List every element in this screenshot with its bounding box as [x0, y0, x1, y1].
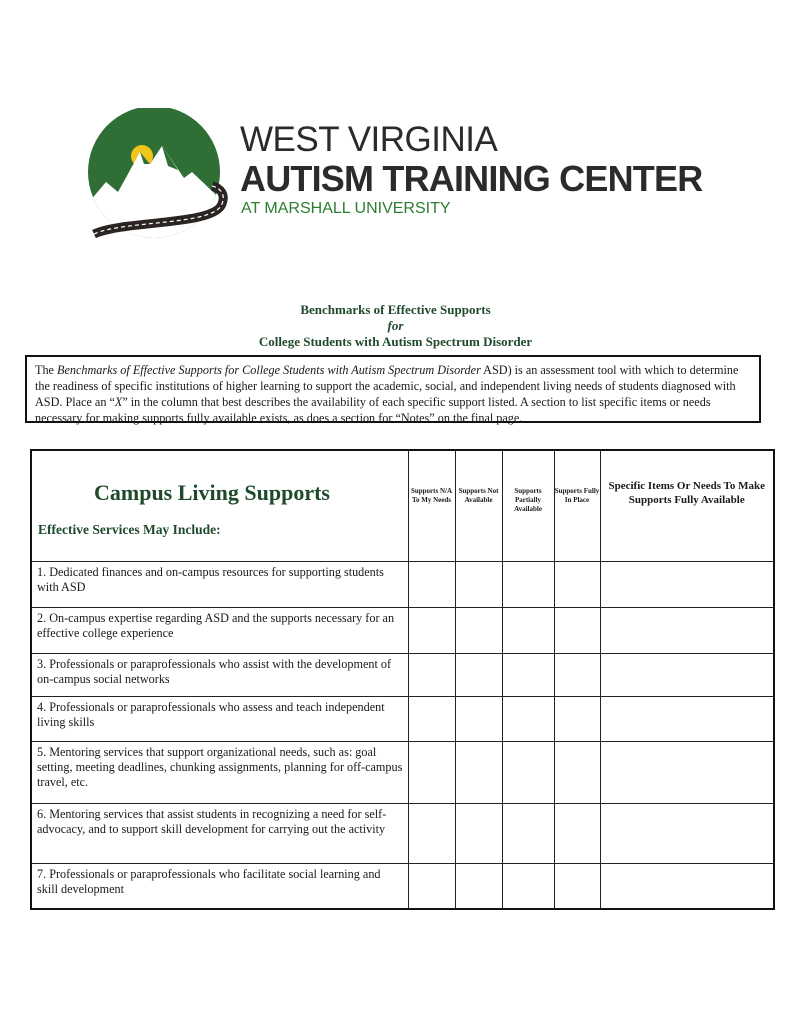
column-header-na: Supports N/A To My Needs	[408, 450, 455, 561]
checkbox-cell-na[interactable]	[408, 561, 455, 607]
checkbox-cell-partially[interactable]	[502, 803, 554, 863]
section-title: Campus Living Supports	[94, 480, 330, 505]
checkbox-cell-na[interactable]	[408, 653, 455, 696]
checkbox-cell-fully[interactable]	[554, 741, 600, 803]
table-row	[31, 653, 774, 696]
intro-italic-title: Benchmarks of Effective Supports for College Students with Autism Spectrum Disorder	[57, 363, 481, 377]
checkbox-cell-fully[interactable]	[554, 863, 600, 909]
logo-line-center: AUTISM TRAINING CENTER	[240, 158, 703, 199]
table-row	[31, 607, 774, 653]
logo	[84, 108, 744, 238]
checkbox-cell-na[interactable]	[408, 696, 455, 741]
notes-cell[interactable]	[600, 607, 774, 653]
checkbox-cell-partially[interactable]	[502, 607, 554, 653]
table-row	[31, 803, 774, 863]
intro-prefix: The	[35, 363, 57, 377]
checkbox-cell-partially[interactable]	[502, 741, 554, 803]
row-item-label: 5. Mentoring services that support organizational needs, such as: goal setting, meeting deadlines, chunking assignments, planning for off-campus travel, etc.	[31, 741, 408, 803]
checkbox-cell-partially[interactable]	[502, 696, 554, 741]
column-header-partially: Supports Partially Available	[502, 450, 554, 561]
intro-text-2: ” in the column that best describes the availability of each specific support listed. A section to list specific items or needs necessary for making supports fully available exists, as does a section for “Notes” on the final page.	[35, 395, 711, 425]
checkbox-cell-fully[interactable]	[554, 561, 600, 607]
section-subtitle: Effective Services May Include:	[38, 522, 221, 537]
table-row	[31, 741, 774, 803]
intro-x: X	[114, 395, 123, 409]
supports-table	[30, 449, 775, 910]
checkbox-cell-not-available[interactable]	[455, 653, 502, 696]
logo-line-university: AT MARSHALL UNIVERSITY	[241, 200, 451, 217]
document-title	[0, 302, 791, 350]
table-row	[31, 696, 774, 741]
mountain-logo-icon	[84, 108, 234, 238]
title-line-3: College Students with Autism Spectrum Disorder	[258, 334, 533, 349]
title-line-1: Benchmarks of Effective Supports	[300, 302, 491, 317]
notes-cell[interactable]	[600, 803, 774, 863]
checkbox-cell-partially[interactable]	[502, 863, 554, 909]
logo-line-west-virginia: WEST VIRGINIA	[240, 120, 498, 159]
column-header-not-available: Supports Not Available	[455, 450, 502, 561]
checkbox-cell-partially[interactable]	[502, 653, 554, 696]
checkbox-cell-na[interactable]	[408, 803, 455, 863]
checkbox-cell-na[interactable]	[408, 741, 455, 803]
row-item-label: 4. Professionals or paraprofessionals who assess and teach independent living skills	[31, 696, 408, 741]
checkbox-cell-not-available[interactable]	[455, 803, 502, 863]
checkbox-cell-not-available[interactable]	[455, 696, 502, 741]
notes-cell[interactable]	[600, 561, 774, 607]
checkbox-cell-not-available[interactable]	[455, 561, 502, 607]
notes-cell[interactable]	[600, 863, 774, 909]
notes-cell[interactable]	[600, 741, 774, 803]
table-row	[31, 863, 774, 909]
checkbox-cell-not-available[interactable]	[455, 741, 502, 803]
title-line-2: for	[387, 318, 404, 333]
column-header-specific-items: Specific Items Or Needs To Make Supports Fully Available	[600, 450, 774, 561]
row-item-label: 3. Professionals or paraprofessionals who assist with the development of on-campus social networks	[31, 653, 408, 696]
notes-cell[interactable]	[600, 696, 774, 741]
checkbox-cell-not-available[interactable]	[455, 863, 502, 909]
column-header-fully: Supports Fully In Place	[554, 450, 600, 561]
notes-cell[interactable]	[600, 653, 774, 696]
intro-text-1: ASD) is an assessment tool with which to determine the readiness of specific institutions of higher learning to support the academic, social, and independent living needs of students diagnosed with ASD. Place an “	[35, 363, 739, 409]
row-item-label: 1. Dedicated finances and on-campus resources for supporting students with ASD	[31, 561, 408, 607]
row-item-label: 7. Professionals or paraprofessionals who facilitate social learning and skill development	[31, 863, 408, 909]
table-header-row	[31, 450, 774, 561]
checkbox-cell-fully[interactable]	[554, 653, 600, 696]
checkbox-cell-partially[interactable]	[502, 561, 554, 607]
row-item-label: 6. Mentoring services that assist students in recognizing a need for self-advocacy, and to support skill development for carrying out the activity	[31, 803, 408, 863]
checkbox-cell-fully[interactable]	[554, 803, 600, 863]
checkbox-cell-not-available[interactable]	[455, 607, 502, 653]
table-row	[31, 561, 774, 607]
checkbox-cell-na[interactable]	[408, 607, 455, 653]
section-header-cell	[31, 450, 408, 561]
checkbox-cell-na[interactable]	[408, 863, 455, 909]
checkbox-cell-fully[interactable]	[554, 696, 600, 741]
row-item-label: 2. On-campus expertise regarding ASD and the supports necessary for an effective college experience	[31, 607, 408, 653]
intro-box	[25, 355, 761, 423]
checkbox-cell-fully[interactable]	[554, 607, 600, 653]
